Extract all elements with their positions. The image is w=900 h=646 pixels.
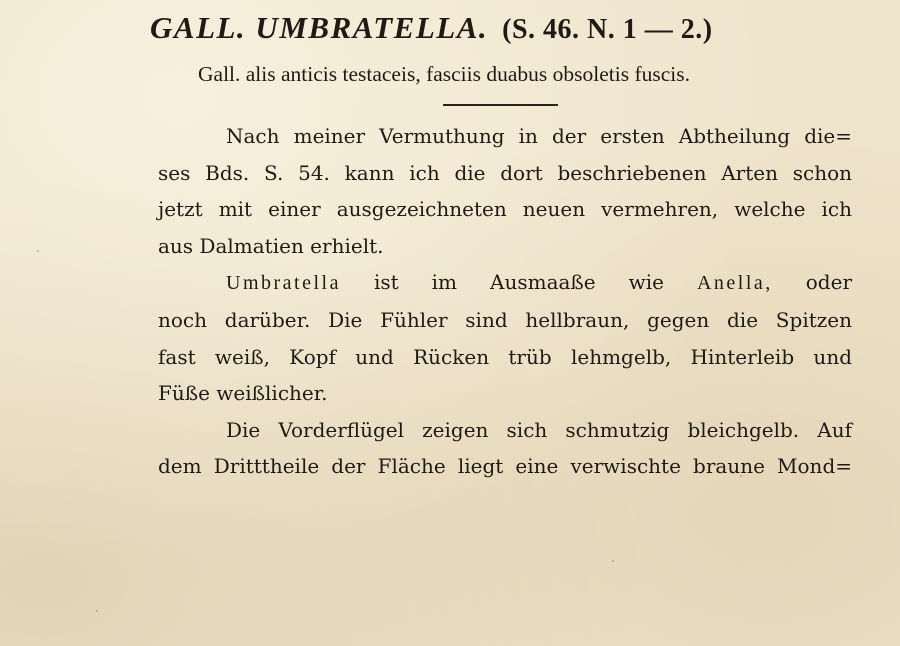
species-title: GALL. UMBRATELLA. [150, 10, 489, 45]
paper-speck [740, 475, 742, 477]
paragraph-2-line-1 [158, 264, 852, 302]
paper-speck [96, 610, 98, 612]
paragraph-1-line-3: jetzt mit einer ausgezeichneten neuen vermehren, welche ich [158, 197, 852, 222]
paragraph-3-line-1: Die Vorderflügel zeigen sich schmutzig bleichgelb. Auf [226, 417, 852, 442]
body-text [158, 118, 852, 485]
paragraph-2-line-2: noch darüber. Die Fühler sind hellbraun, gegen die Spitzen [158, 307, 852, 332]
paragraph-1-line-2: ses Bds. S. 54. kann ich die dort beschriebenen Arten schon [158, 160, 852, 185]
plate-reference: (S. 46. N. 1 — 2.) [502, 14, 713, 45]
latin-description: Gall. alis anticis testaceis, fasciis duabus obsoletis fuscis. [198, 62, 691, 86]
paragraph-2-line-1-text: ist im Ausmaaße wie [373, 270, 664, 295]
paragraph-2-line-3: fast weiß, Kopf und Rücken trüb lehmgelb, Hinterleib und [158, 344, 852, 369]
paragraph-1-line-4: aus Dalmatien erhielt. [158, 233, 384, 258]
paragraph-1-line-1: Nach meiner Vermuthung in der ersten Abtheilung die= [226, 124, 852, 148]
separator-rule [443, 104, 558, 106]
species-name-spaced: Umbratella [226, 272, 341, 295]
paper-speck [612, 560, 614, 562]
paragraph-2-line-4: Füße weißlicher. [158, 381, 328, 406]
paragraph-3-line-2: dem Dritttheile der Fläche liegt eine verwischte braune Mond= [158, 454, 852, 479]
species-heading [150, 10, 850, 46]
paragraph-2-line-1-end: oder [805, 270, 853, 295]
paper-speck [37, 250, 39, 252]
comparison-species-spaced: Anella, [696, 272, 773, 295]
